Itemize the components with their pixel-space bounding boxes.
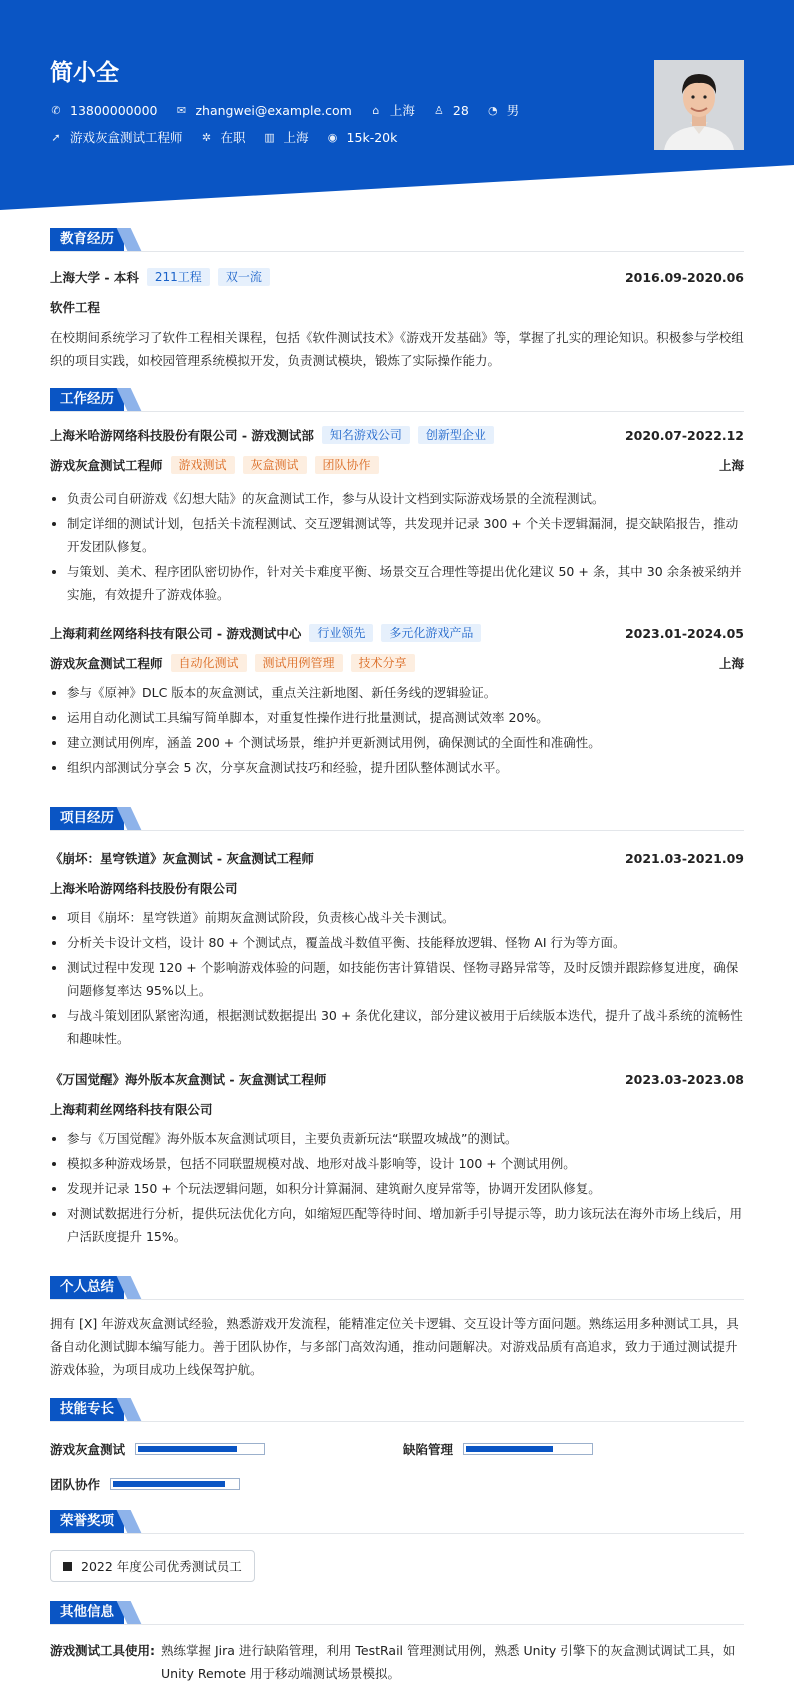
skill-name: 团队协作: [50, 1477, 101, 1492]
company-tag: 多元化游戏产品: [381, 624, 481, 642]
list-item: 模拟多种游戏场景，包括不同联盟规模对战、地形对战斗影响等，设计 100 + 个测试用例。: [50, 1152, 744, 1175]
school: 上海大学 - 本科: [50, 270, 139, 285]
phone-icon: ✆: [51, 103, 61, 117]
company-tag: 知名游戏公司: [322, 426, 410, 444]
section-title: 荣誉奖项: [50, 1510, 124, 1533]
list-item: 发现并记录 150 + 个玩法逻辑问题，如积分计算漏洞、建筑耐久度异常等，协调开发团队修复。: [50, 1177, 744, 1200]
role-row: [50, 654, 744, 672]
phone: 13800000000: [70, 102, 158, 118]
award-item: [50, 1550, 255, 1582]
work-city: 上海: [718, 458, 744, 473]
project-header: [50, 1070, 744, 1088]
other-text: 熟练掌握 Jira 进行缺陷管理，利用 TestRail 管理测试用例，熟悉 Unity 引擎下的灰盒测试调试工具，如 Unity Remote 用于移动端测试场景模拟。: [161, 1643, 736, 1681]
section-title: 教育经历: [50, 228, 124, 251]
list-item: 负责公司自研游戏《幻想大陆》的灰盒测试工作，参与从设计文档到实际游戏场景的全流程测试。: [50, 487, 744, 510]
company: 上海莉莉丝网络科技有限公司 - 游戏测试中心: [50, 626, 302, 641]
list-item: 参与《万国觉醒》海外版本灰盒测试项目，主要负责新玩法“联盟攻城战”的测试。: [50, 1127, 744, 1150]
other-label: 游戏测试工具使用:: [50, 1643, 155, 1658]
major: 软件工程: [50, 300, 101, 315]
age-icon: ♙: [433, 103, 444, 117]
edu-desc: 在校期间系统学习了软件工程相关课程，包括《软件测试技术》《游戏开发基础》等，掌握了扎实的理论知识。积极参与学校组织的项目实践，如校园管理系统模拟开发，负责测试模块，锻炼了实际操作能力。: [50, 330, 744, 368]
role: 游戏灰盒测试工程师: [50, 458, 163, 473]
project-title: 《万国觉醒》海外版本灰盒测试 - 灰盒测试工程师: [50, 1072, 327, 1087]
other-item: [50, 1639, 744, 1685]
email[interactable]: zhangwei@example.com: [195, 102, 352, 118]
edu-tag: 211工程: [147, 268, 210, 286]
list-item: 与战斗策划团队紧密沟通，根据测试数据提出 30 + 条优化建议，部分建议被用于后续版本迭代，提升了战斗系统的流畅性和趣味性。: [50, 1004, 744, 1050]
job-title: 游戏灰盒测试工程师: [70, 130, 183, 145]
projects-section: [50, 807, 744, 1244]
contact-row: [50, 101, 537, 119]
skill-bar-fill: [138, 1446, 237, 1452]
gender: 男: [506, 103, 520, 118]
section-title: 其他信息: [50, 1601, 124, 1624]
building-icon: ▥: [264, 130, 275, 144]
skill-bar: [463, 1443, 593, 1455]
city: 上海: [389, 103, 415, 118]
age: 28: [452, 102, 469, 118]
section-title: 个人总结: [50, 1276, 124, 1299]
company: 上海米哈游网络科技股份有限公司 - 游戏测试部: [50, 428, 314, 443]
work-date: 2020.07-2022.12: [624, 427, 744, 443]
section-title: 工作经历: [50, 388, 124, 411]
other-section: [50, 1601, 744, 1681]
job-status: 在职: [220, 130, 246, 145]
skill-item: [50, 1440, 265, 1458]
role-tag: 技术分享: [351, 654, 415, 672]
list-item: 建立测试用例库，涵盖 200 + 个测试场景，维护并更新测试用例，确保测试的全面性和准确性。: [50, 731, 744, 754]
skills-section: [50, 1398, 744, 1492]
salary-icon: ◉: [327, 130, 338, 144]
project-header: [50, 849, 744, 867]
work-title-bar: [50, 388, 744, 412]
gender-icon: ◔: [487, 103, 498, 117]
summary-section: [50, 1276, 744, 1377]
skill-bar-fill: [113, 1481, 225, 1487]
project-company: 上海米哈游网络科技股份有限公司: [50, 881, 238, 896]
project-date: 2021.03-2021.09: [624, 850, 744, 866]
role-tag: 团队协作: [315, 456, 379, 474]
skill-bar: [110, 1478, 240, 1490]
role-tag: 自动化测试: [171, 654, 247, 672]
skill-name: 游戏灰盒测试: [50, 1442, 126, 1457]
home-icon: ⌂: [372, 103, 380, 117]
education-section: [50, 228, 744, 368]
summary-text: 拥有 [X] 年游戏灰盒测试经验，熟悉游戏开发流程，能精准定位关卡逻辑、交互设计等方面问题。熟练运用多种测试工具，具备自动化测试脚本编写能力。善于团队协作，与多部门高效沟通，推动问题解决。对游戏品质有高追求，致力于通过测试提升游戏体验，为项目成功上线保驾护航。: [50, 1316, 739, 1377]
candidate-name: 简小全: [50, 60, 119, 86]
list-item: 组织内部测试分享会 5 次，分享灰盒测试技巧和经验，提升团队整体测试水平。: [50, 756, 744, 779]
company-tag: 创新型企业: [418, 426, 494, 444]
role-tag: 测试用例管理: [255, 654, 343, 672]
company-tag: 行业领先: [309, 624, 373, 642]
education-title-bar: [50, 228, 744, 252]
list-item: 测试过程中发现 120 + 个影响游戏体验的问题，如技能伤害计算错误、怪物寻路异常等，及时反馈并跟踪修复进度，确保问题修复率达 95%以上。: [50, 956, 744, 1002]
awards-section: [50, 1510, 744, 1574]
list-item: 运用自动化测试工具编写简单脚本，对重复性操作进行批量测试，提高测试效率 20%。: [50, 706, 744, 729]
edu-header: [50, 268, 744, 286]
project-title: 《崩坏：星穹铁道》灰盒测试 - 灰盒测试工程师: [50, 851, 314, 866]
work-section: [50, 388, 744, 775]
edu-date: 2016.09-2020.06: [624, 269, 744, 285]
skill-item: [403, 1440, 593, 1458]
section-title: 技能专长: [50, 1398, 124, 1421]
list-item: 制定详细的测试计划，包括关卡流程测试、交互逻辑测试等，共发现并记录 300 + 个关卡逻辑漏洞，提交缺陷报告，推动开发团队修复。: [50, 512, 744, 558]
skill-name: 缺陷管理: [403, 1442, 454, 1457]
list-item: 分析关卡设计文档，设计 80 + 个测试点，覆盖战斗数值平衡、技能释放逻辑、怪物 AI 行为等方面。: [50, 931, 744, 954]
role-tag: 灰盒测试: [243, 456, 307, 474]
skill-item: [50, 1475, 240, 1493]
list-item: 参与《原神》DLC 版本的灰盒测试，重点关注新地图、新任务线的逻辑验证。: [50, 681, 744, 704]
project-company: 上海莉莉丝网络科技有限公司: [50, 1102, 213, 1117]
salary: 15k-20k: [346, 129, 398, 145]
list-item: 对测试数据进行分析，提供玩法优化方向，如缩短匹配等待时间、增加新手引导提示等，助力该玩法在海外市场上线后，用户活跃度提升 15%。: [50, 1202, 744, 1248]
award-name: 2022 年度公司优秀测试员工: [81, 1559, 242, 1574]
awards-title-bar: [50, 1510, 744, 1534]
role-tag: 游戏测试: [171, 456, 235, 474]
email-icon: ✉: [176, 103, 187, 117]
bullet-square-icon: [63, 1562, 72, 1571]
summary-title-bar: [50, 1276, 744, 1300]
status-icon: ✲: [201, 130, 212, 144]
skill-bar-fill: [466, 1446, 553, 1452]
work-date: 2023.01-2024.05: [624, 625, 744, 641]
work-city: 上海: [718, 656, 744, 671]
work-header: [50, 624, 744, 642]
skills-title-bar: [50, 1398, 744, 1422]
send-icon: ➚: [51, 130, 61, 144]
list-item: 项目《崩坏：星穹铁道》前期灰盒测试阶段，负责核心战斗关卡测试。: [50, 906, 744, 929]
projects-title-bar: [50, 807, 744, 831]
avatar: [654, 60, 744, 150]
skill-bar: [135, 1443, 265, 1455]
list-item: 与策划、美术、程序团队密切协作，针对关卡难度平衡、场景交互合理性等提出优化建议 50 + 条，其中 30 余条被采纳并实施，有效提升了游戏体验。: [50, 560, 744, 606]
section-title: 项目经历: [50, 807, 124, 830]
work-city: 上海: [283, 130, 309, 145]
edu-tag: 双一流: [218, 268, 270, 286]
project-date: 2023.03-2023.08: [624, 1071, 744, 1087]
other-title-bar: [50, 1601, 744, 1625]
role: 游戏灰盒测试工程师: [50, 656, 163, 671]
work-header: [50, 426, 744, 444]
job-intent-row: [50, 128, 415, 146]
resume-header: [0, 0, 794, 215]
role-row: [50, 456, 744, 474]
